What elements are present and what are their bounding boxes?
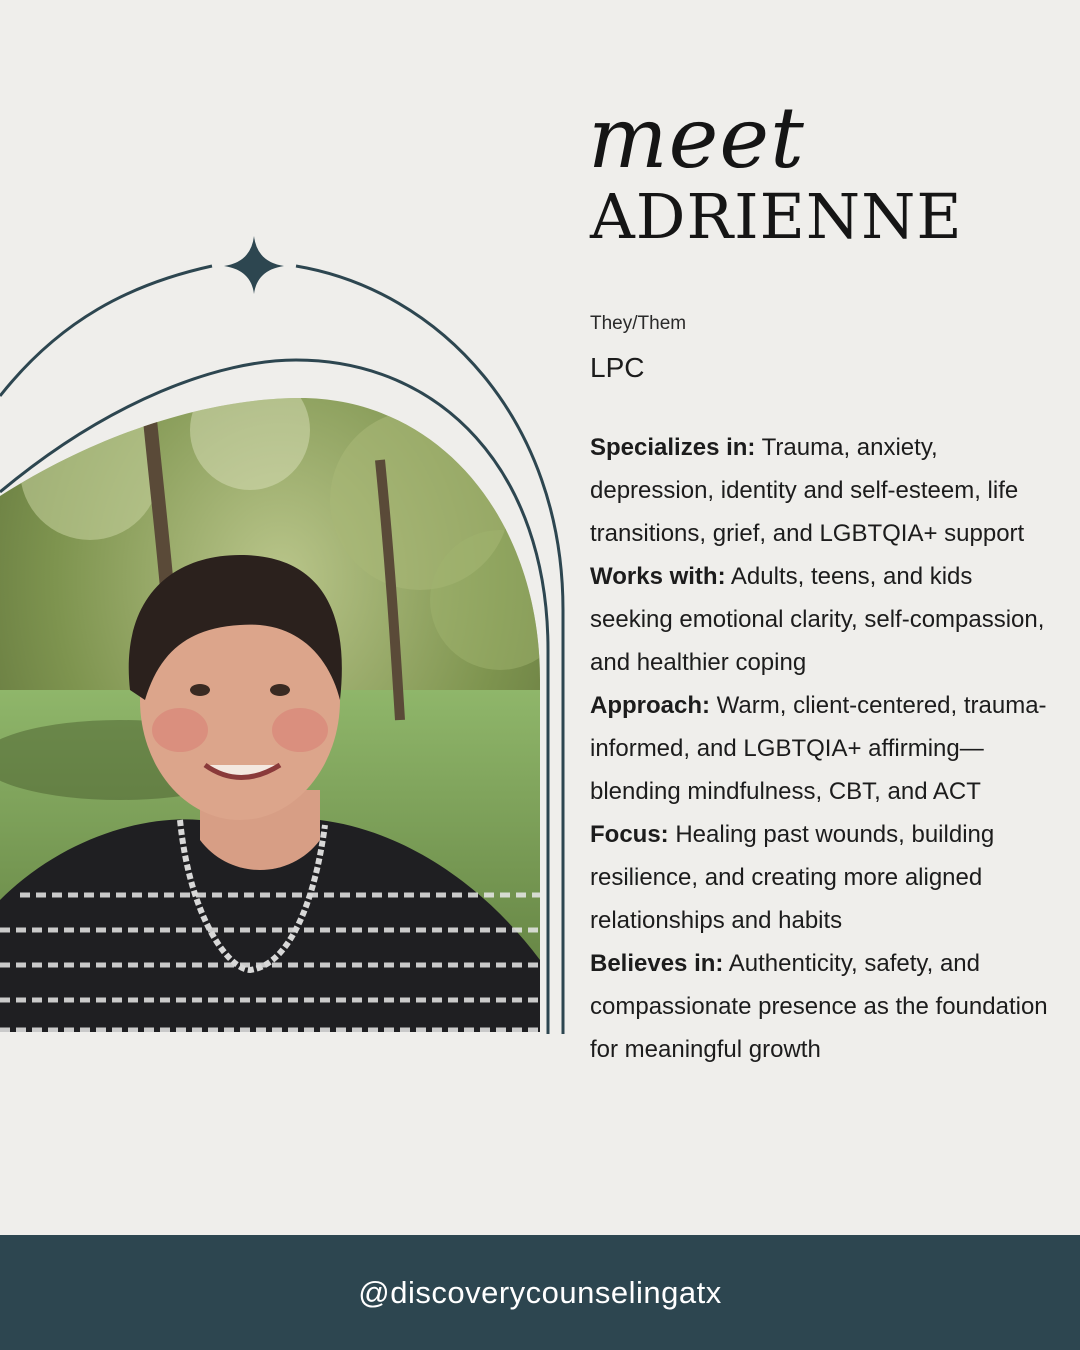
section-label: Specializes in:: [590, 434, 756, 461]
headline-name: ADRIENNE: [590, 180, 963, 253]
section-text: Authenticity, safety, and compassionate presence as the foundation for meaningful growth: [590, 950, 1048, 1063]
section-text: Warm, client-centered, trauma-informed, and LGBTQIA+ affirming—blending mindfulness, CBT, and ACT: [590, 692, 1047, 805]
section-focus: [590, 813, 1060, 942]
footer-bar: [0, 1235, 1080, 1350]
section-text: Adults, teens, and kids seeking emotional clarity, self-compassion, and healthier coping: [590, 563, 1045, 676]
outer-arch-line: [0, 266, 212, 396]
section-approach: [590, 684, 1060, 813]
sparkle-star-icon: [224, 236, 284, 294]
credential: LPC: [590, 352, 645, 383]
section-label: Believes in:: [590, 950, 724, 977]
section-works-with: [590, 555, 1060, 684]
portrait-photo: [0, 370, 570, 1040]
section-label: Focus:: [590, 821, 669, 848]
pronouns: They/Them: [590, 313, 687, 334]
headline-meet: meet: [588, 89, 805, 187]
section-label: Approach:: [590, 692, 710, 719]
section-text: Trauma, anxiety, depression, identity and self-esteem, life transitions, grief, and LGBTQIA+ support: [590, 434, 1025, 547]
section-label: Works with:: [590, 563, 726, 590]
profile-details: [590, 426, 1060, 1071]
section-believes: [590, 942, 1060, 1071]
section-text: Healing past wounds, building resilience, and creating more aligned relationships and habits: [590, 821, 995, 934]
section-specializes: [590, 426, 1060, 555]
social-handle: @discoverycounselingatx: [358, 1274, 722, 1310]
